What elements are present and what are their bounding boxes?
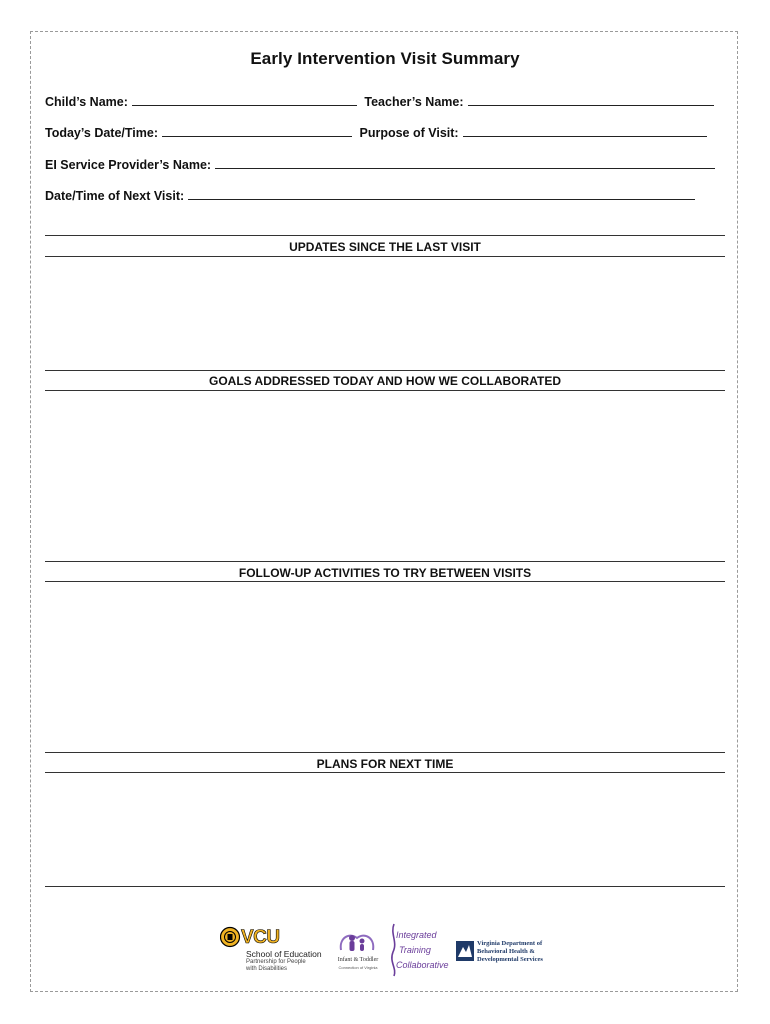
dbhds-line3: Developmental Services [477,956,543,963]
purpose-of-visit-label: Purpose of Visit: [359,126,459,140]
footer-rule [45,886,725,887]
document-title: Early Intervention Visit Summary [250,49,520,68]
page-border [30,31,738,992]
section-rule-bottom [45,390,725,391]
field-row-date-purpose [45,124,707,140]
todays-date-time-field[interactable] [162,124,352,137]
section-rule-bottom [45,581,725,582]
partner-logos [220,922,550,978]
dbhds-line2: Behavioral Health & [477,948,535,955]
childs-name-label: Child’s Name: [45,95,128,109]
section-rule-top [45,561,725,562]
purpose-of-visit-field[interactable] [463,124,707,137]
vcu-school-line: School of Education [246,949,322,959]
itc-line1: Integrated [396,930,437,940]
next-visit-field[interactable] [188,187,695,200]
itc-line2: Training [399,945,431,955]
field-row-provider [45,156,715,172]
section-title-updates: UPDATES SINCE THE LAST VISIT [289,240,481,254]
todays-date-time-label: Today’s Date/Time: [45,126,158,140]
vcu-partnership-line: Partnership for People [246,959,306,965]
section-rule-top [45,370,725,371]
field-row-next-visit [45,187,695,203]
dbhds-line1: Virginia Department of [477,940,543,947]
childs-name-field[interactable] [132,93,357,106]
teachers-name-field[interactable] [468,93,714,106]
section-rule-bottom [45,772,725,773]
next-visit-label: Date/Time of Next Visit: [45,189,185,203]
provider-name-field[interactable] [215,156,715,169]
section-title-followup: FOLLOW-UP ACTIVITIES TO TRY BETWEEN VISITS [238,566,532,580]
virginia-state-icon [456,941,474,961]
section-rule-top [45,235,725,236]
provider-name-label: EI Service Provider’s Name: [45,158,212,172]
infant-toddler-logo [333,928,383,976]
section-title-goals: GOALS ADDRESSED TODAY AND HOW WE COLLABORATED [208,374,561,388]
vcu-wordmark: VCU [241,927,280,948]
itc-logo [388,922,449,978]
section-rule-top [45,752,725,753]
vcu-disabilities-line: with Disabilities [246,966,288,972]
dbhds-logo [456,940,550,964]
vcu-logo [220,924,330,976]
infant-toddler-line2: Connection of Virginia [338,965,378,970]
itc-line3: Collaborative [396,960,449,970]
teachers-name-label: Teacher’s Name: [364,95,464,109]
field-row-names [45,93,714,109]
infant-toddler-line1: Infant & Toddler [337,957,379,963]
dbhds-text [477,940,543,964]
section-title-plans: PLANS FOR NEXT TIME [316,757,454,771]
family-icon [337,928,377,956]
section-rule-bottom [45,256,725,257]
